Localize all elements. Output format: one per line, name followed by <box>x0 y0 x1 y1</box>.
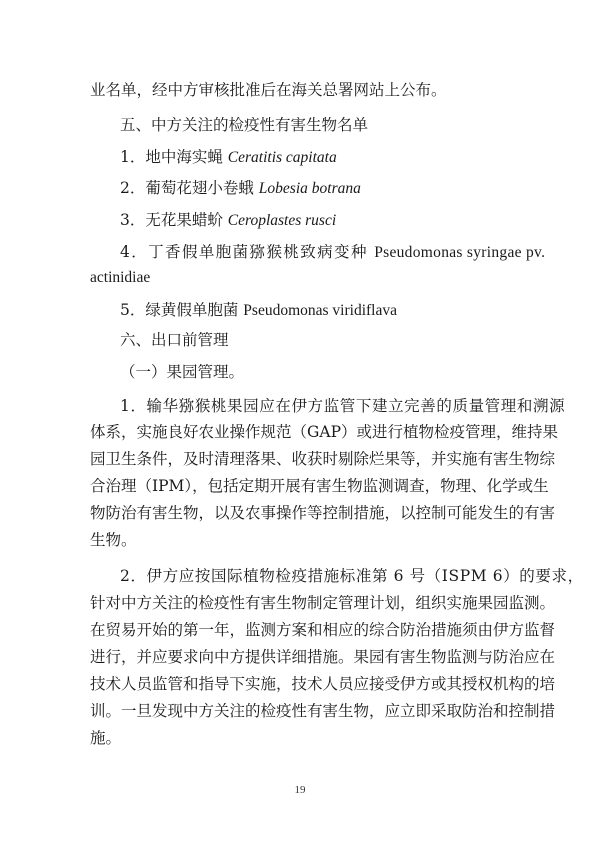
text-line: 合治理（IPM），包括定期开展有害生物监测调查，物理、化学或生 <box>90 477 549 495</box>
text-line: 针对中方关注的检疫性有害生物制定管理计划，组织实施果园监测。 <box>90 594 556 612</box>
list-item-label: 5．绿黄假单胞菌 <box>120 301 244 319</box>
text-line: 训。一旦发现中方关注的检疫性有害生物，应立即采取防治和控制措 <box>90 702 556 720</box>
list-item <box>120 300 397 321</box>
subsection-heading: （一）果园管理。 <box>120 363 245 381</box>
list-item-label: 1．地中海实蝇 <box>120 148 228 166</box>
page-number: 19 <box>294 784 306 796</box>
section-heading: 五、中方关注的检疫性有害生物名单 <box>120 116 369 134</box>
text-line: 在贸易开始的第一年，监测方案和相应的综合防治措施须由伊方监督 <box>90 621 556 639</box>
text-line: 业名单，经中方审核批准后在海关总署网站上公布。 <box>90 81 447 99</box>
text-line: 体系，实施良好农业操作规范（GAP）或进行植物检疫管理，维持果 <box>90 423 559 441</box>
species-name: Ceratitis capitata <box>227 149 337 166</box>
species-name: Lobesia botrana <box>258 180 361 197</box>
text-line: 1．输华猕猴桃果园应在伊方监管下建立完善的质量管理和溯源 <box>120 397 566 415</box>
species-name: Pseudomonas viridiflava <box>243 302 397 319</box>
list-item-label: 2．葡萄花翅小卷蛾 <box>120 179 259 197</box>
text-line: 进行，并应要求向中方提供详细措施。果园有害生物监测与防治应在 <box>90 648 556 666</box>
text-line: 施。 <box>90 729 122 747</box>
list-item <box>120 147 337 168</box>
list-item-label: 4．丁香假单胞菌猕猴桃致病变种 <box>120 243 375 261</box>
species-name: Pseudomonas syringae pv. <box>374 244 546 261</box>
list-item <box>120 178 361 199</box>
text-line: actinidiae <box>90 269 151 286</box>
text-line: 2．伊方应按国际植物检疫措施标准第 6 号（ISPM 6）的要求， <box>120 567 584 585</box>
list-item <box>120 242 545 263</box>
text-line: 技术人员监管和指导下实施，技术人员应接受伊方或其授权机构的培 <box>90 675 556 693</box>
text-line: 生物。 <box>90 531 137 549</box>
species-name: Ceroplastes rusci <box>227 212 337 229</box>
list-item-label: 3．无花果蜡蚧 <box>120 211 228 229</box>
list-item <box>120 210 336 231</box>
text-line: 物防治有害生物，以及农事操作等控制措施，以控制可能发生的有害 <box>90 504 556 522</box>
text-line: 园卫生条件，及时清理落果、收获时剔除烂果等，并实施有害生物综 <box>90 450 556 468</box>
section-heading: 六、出口前管理 <box>120 331 229 349</box>
